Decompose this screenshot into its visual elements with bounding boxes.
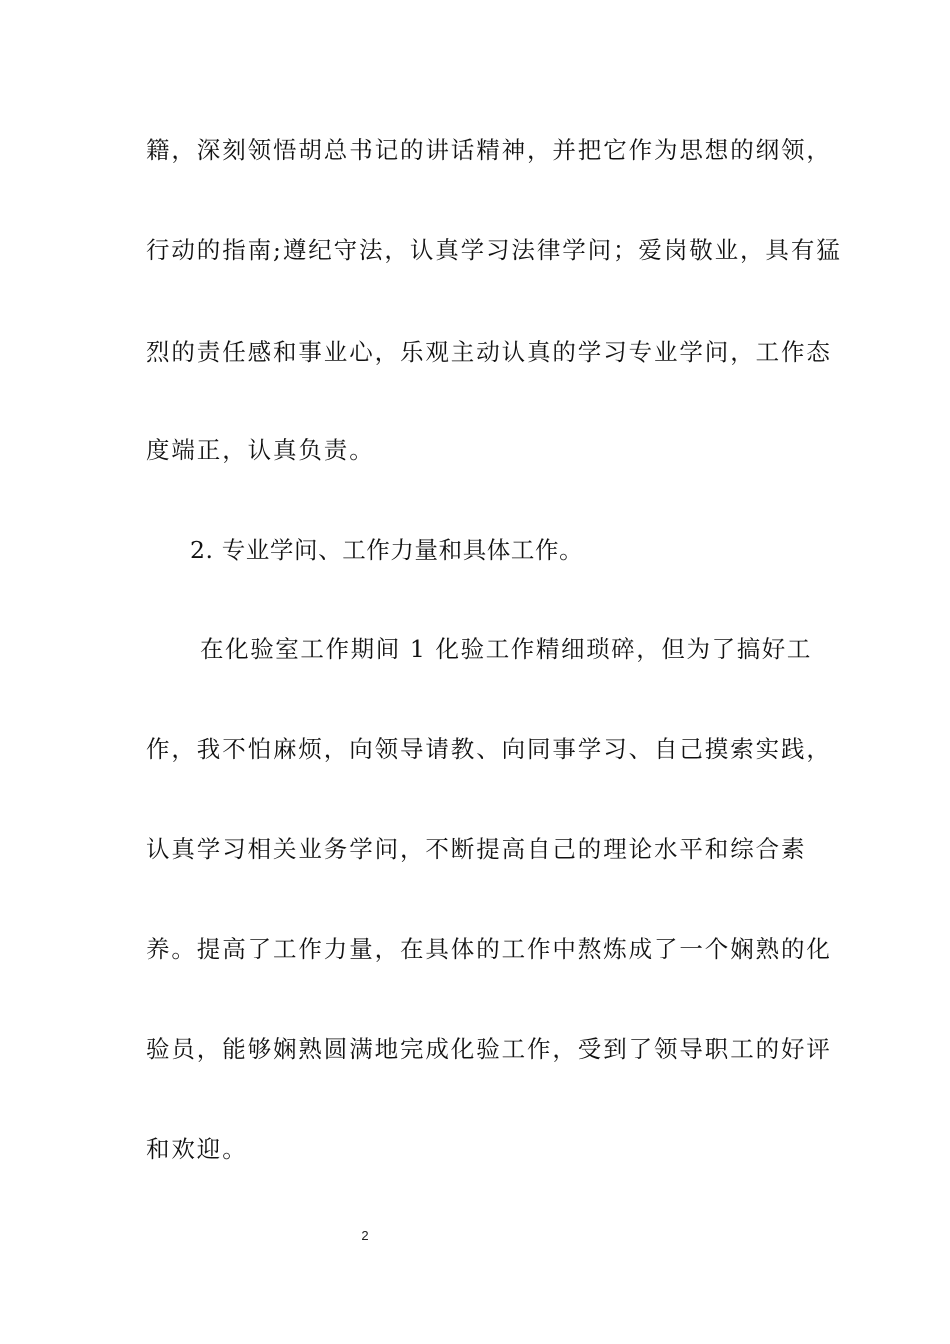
body-text-line: 和欢迎。 bbox=[146, 1135, 248, 1163]
body-text-line: 度端正，认真负责。 bbox=[146, 436, 375, 464]
body-text-line: 籍，深刻领悟胡总书记的讲话精神，并把它作为思想的纲领， bbox=[146, 136, 832, 164]
body-text-line: 养。提高了工作力量，在具体的工作中熬炼成了一个娴熟的化 bbox=[146, 935, 832, 963]
page-number: 2 bbox=[361, 1228, 369, 1243]
section-heading: 2. 专业学问、工作力量和具体工作。 bbox=[190, 536, 584, 564]
body-text-line: 认真学习相关业务学问，不断提高自己的理论水平和综合素 bbox=[146, 835, 807, 863]
body-text-line: 作，我不怕麻烦，向领导请教、向同事学习、自己摸索实践， bbox=[146, 735, 832, 763]
body-text-line: 烈的责任感和事业心，乐观主动认真的学习专业学问，工作态 bbox=[146, 338, 832, 366]
body-text-line: 行动的指南;遵纪守法，认真学习法律学问；爱岗敬业，具有猛 bbox=[146, 236, 842, 264]
body-text-line: 在化验室工作期间 1 化验工作精细琐碎，但为了搞好工 bbox=[200, 635, 812, 663]
body-text-line: 验员，能够娴熟圆满地完成化验工作，受到了领导职工的好评 bbox=[146, 1035, 832, 1063]
